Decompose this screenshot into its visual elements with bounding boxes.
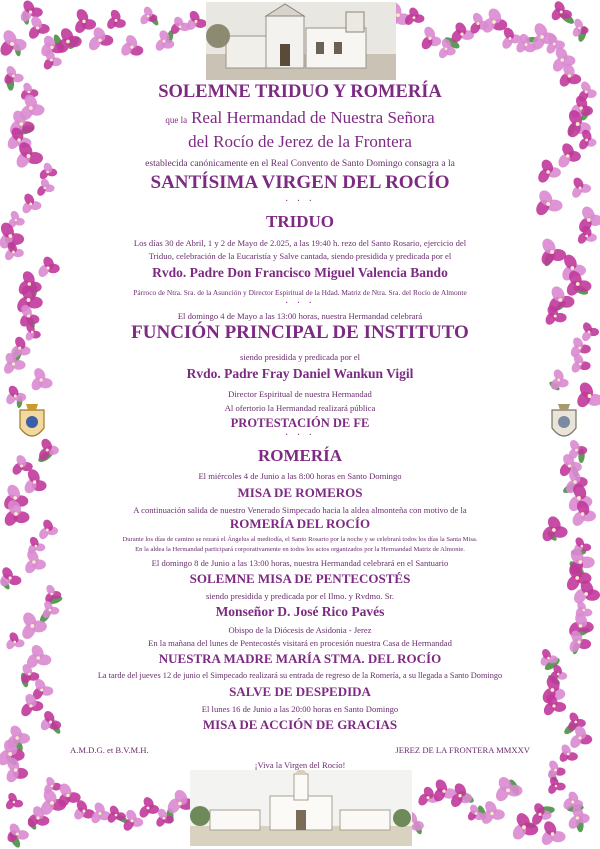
viva-text: ¡Viva la Virgen del Rocío! bbox=[254, 760, 346, 770]
romeria-text-1: El miércoles 4 de Junio a las 8:00 horas en Santo Domingo bbox=[198, 471, 402, 481]
romeria-text-6: En la mañana del lunes de Pentecostés visitará en procesión nuestra Casa de Hermandad bbox=[148, 638, 452, 648]
amdg-text: A.M.D.G. et B.V.M.H. bbox=[70, 745, 149, 755]
main-title: SOLEMNE TRIDUO Y ROMERÍA bbox=[158, 82, 442, 102]
romeria-text-4: El domingo 8 de Junio a las 13:00 horas, nuestra Hermandad celebrará en el Santuario bbox=[151, 558, 449, 568]
madre-maria-heading: NUESTRA MADRE MARÍA STMA. DEL ROCÍO bbox=[158, 651, 442, 666]
hermandad-shield-left-icon bbox=[18, 402, 46, 444]
obispo-name: Monseñor D. José Rico Pavés bbox=[215, 604, 385, 619]
romeria-text-5: siendo presidida y predicada por el Ilmo. y Rvdmo. Sr. bbox=[205, 591, 395, 601]
romeria-text-7: La tarde del jueves 12 de junio el Simpecado realizará su entrada de regreso de la Romería, a su llegada a Santo Domingo bbox=[97, 671, 503, 680]
hermandad-city: del Rocío de Jerez de la Frontera bbox=[188, 132, 412, 151]
funcion-preacher: Rvdo. Padre Fray Daniel Wankun Vigil bbox=[186, 366, 414, 381]
sanctuary-image-bottom bbox=[190, 770, 412, 846]
romeria-text-3a: Durante los días de camino se rezará el Ángelus al mediodía, el Santo Rosario por la noche y se celebrará todos los días la Santa Misa. bbox=[122, 536, 478, 543]
announcement-body bbox=[62, 0, 538, 849]
hermandad-name: Real Hermandad de Nuestra Señora bbox=[191, 108, 435, 127]
separator-dots: · · · bbox=[285, 298, 315, 309]
triduo-preacher: Rvdo. Padre Don Francisco Miguel Valencia Bando bbox=[152, 265, 448, 280]
virgin-title: SANTÍSIMA VIRGEN DEL ROCÍO bbox=[150, 172, 450, 193]
salve-heading: SALVE DE DESPEDIDA bbox=[229, 684, 371, 699]
hermandad-line bbox=[62, 108, 538, 128]
romeria-text-2: A continuación salida de nuestro Venerado Simpecado hacia la aldea almonteña con motivo de la bbox=[133, 505, 467, 515]
romeria-heading: ROMERÍA bbox=[257, 446, 343, 465]
funcion-intro: El domingo 4 de Mayo a las 13:00 horas, nuestra Hermandad celebrará bbox=[177, 311, 423, 321]
funcion-text: siendo presidida y predicada por el bbox=[239, 352, 361, 362]
accion-gracias-heading: MISA DE ACCIÓN DE GRACIAS bbox=[202, 717, 398, 732]
funcion-offertory: Al ofertorio la Hermandad realizará pública bbox=[224, 403, 376, 413]
romeria-rocio-heading: ROMERÍA DEL ROCÍO bbox=[229, 516, 371, 531]
protestacion-heading: PROTESTACIÓN DE FE bbox=[230, 416, 370, 430]
separator-dots: · · · bbox=[285, 196, 315, 207]
triduo-heading: TRIDUO bbox=[265, 212, 334, 231]
triduo-text-2: Triduo, celebración de la Eucaristía y Salve cantada, siendo presidida y predicada por el bbox=[148, 251, 452, 261]
romeria-text-8: El lunes 16 de Junio a las 20:00 horas en Santo Domingo bbox=[201, 704, 399, 714]
city-year-text: JEREZ DE LA FRONTERA MMXXV bbox=[395, 745, 530, 755]
hermandad-shield-right-icon bbox=[550, 402, 578, 444]
misa-romeros-heading: MISA DE ROMEROS bbox=[237, 485, 363, 500]
pentecostes-heading: SOLEMNE MISA DE PENTECOSTÉS bbox=[189, 571, 411, 586]
romeria-text-3b: En la aldea la Hermandad participará corporativamente en todos los actos organizados por la Hermandad Matriz de Almonte. bbox=[135, 546, 465, 553]
hermandad-prefix: que la bbox=[165, 115, 188, 125]
triduo-preacher-role: Párroco de Ntra. Sra. de la Asunción y Director Espiritual de la Hdad. Matriz de Ntra. Sra. del Rocío de Almonte bbox=[133, 288, 467, 297]
obispo-role: Obispo de la Diócesis de Asidonia - Jerez bbox=[228, 625, 372, 635]
triduo-text-1: Los días 30 de Abril, 1 y 2 de Mayo de 2.025, a las 19:40 h. rezo del Santo Rosario, ejercicio del bbox=[133, 238, 467, 248]
separator-dots: · · · bbox=[285, 430, 315, 441]
funcion-heading: FUNCIÓN PRINCIPAL DE INSTITUTO bbox=[131, 322, 469, 343]
establecida-text: establecida canónicamente en el Real Convento de Santo Domingo consagra a la bbox=[145, 158, 455, 169]
funcion-preacher-role: Director Espiritual de nuestra Hermandad bbox=[228, 389, 372, 399]
